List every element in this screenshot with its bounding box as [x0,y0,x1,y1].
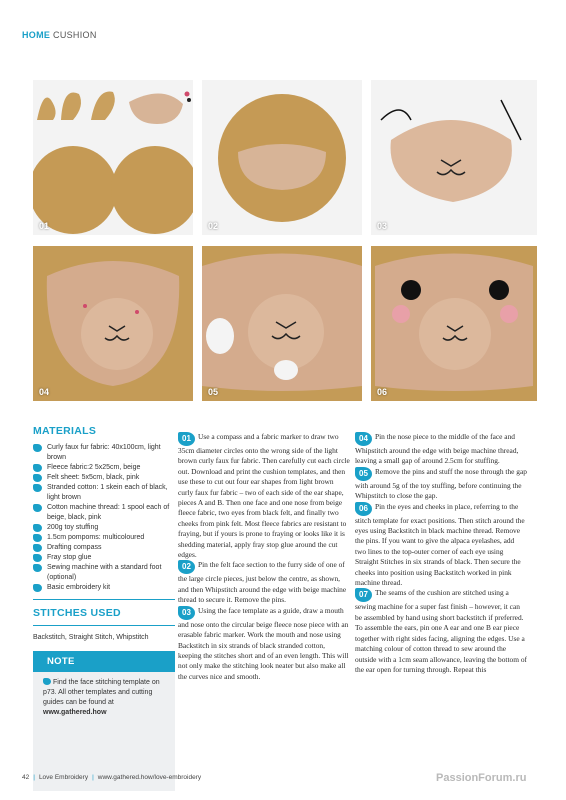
page-number: 42 [22,774,30,781]
step-paragraph [355,588,527,675]
step-text: Use a compass and a fabric marker to draw two 35cm diameter circles onto the wrong side of the light brown curly faux fur fabric. Then carefully cut each circle out. Download and print the cushion templates, and then use these to cut out four ear shapes from light brown curly faux fur fabric – two of each side of the ear shape, pieces A and B. Then one face and one nose from beige fleece fabric, two eyes from black felt, and finally two cheeks from pink felt. Most fleece fabrics are resistant to fraying, but if yours is prone to fraying or looks like it is shedding material, apply fray stop glue around the cut edges. [178,432,350,560]
page-footer: 42 | Love Embroidery | www.gathered.how/love-embroidery [22,774,202,781]
magazine-name: Love Embroidery [38,774,89,781]
divider [33,599,175,600]
photo-04 [33,246,193,401]
step-number: 02 [178,560,195,574]
section-label: HOME [22,30,51,40]
page-header [22,30,97,40]
bullet-icon [33,554,42,562]
step-number: 07 [355,588,372,602]
photo-06-image [371,246,537,401]
photo-05-image [202,246,362,401]
bullet-icon [33,504,42,512]
photo-02-number: 02 [208,221,219,231]
photo-02 [202,80,362,235]
materials-title: MATERIALS [33,425,97,437]
step-number: 04 [355,432,372,446]
bullet-icon [43,678,51,685]
bullet-icon [33,534,42,542]
note-body [33,672,175,718]
material-text: Stranded cotton: 1 skein each of black, light brown [47,484,168,501]
note-text: Find the face stitching template on p73. All other templates and cutting guides can be found at [43,679,160,706]
photo-01-number: 01 [39,221,50,231]
step-text: Using the face template as a guide, draw a mouth and nose onto the circular beige fleece nose piece with an erasable fabric marker. Work the mouth and nose using Backstitch in six strands of black stranded cotton, keeping the stitches short and of an even length. This will not only make the stitching look neater but also make all the curves nice and smooth. [178,605,349,681]
footer-url[interactable]: www.gathered.how/love-embroidery [97,774,202,781]
photo-02-image [202,80,362,235]
bullet-icon [33,524,42,532]
photo-05-number: 05 [208,387,219,397]
material-item [33,463,175,473]
note-box [33,651,175,791]
photo-03 [371,80,537,235]
material-item [33,523,175,533]
material-item [33,533,175,543]
material-text: Basic embroidery kit [47,584,111,591]
bullet-icon [33,564,42,572]
material-text: Fray stop glue [47,554,92,561]
material-item [33,553,175,563]
bullet-icon [33,474,42,482]
step-number: 01 [178,432,195,446]
photo-01 [33,80,193,235]
bullet-icon [33,584,42,592]
step-paragraph [355,467,527,502]
bullet-icon [33,444,42,452]
material-item [33,483,175,503]
step-paragraph [178,606,350,682]
material-text: Sewing machine with a standard foot (optional) [47,564,162,581]
step-text: Remove the pins and stuff the nose through the gap with around 5g of the toy stuffing, before continuing the Whipstitch to close the gap. [355,466,527,501]
materials-list [33,443,175,593]
material-text: Fleece fabric:2 5x25cm, beige [47,464,141,471]
step-number: 05 [355,467,372,481]
bullet-icon [33,484,42,492]
step-number: 03 [178,606,195,620]
steps-column-1 [178,432,350,682]
photo-06-number: 06 [377,387,388,397]
photo-03-image [371,80,537,235]
steps-column-2 [355,432,527,675]
material-text: Drafting compass [47,544,102,551]
step-paragraph [178,560,350,605]
photo-04-image [33,246,193,401]
material-text: 200g toy stuffing [47,524,99,531]
material-text: Felt sheet: 5x5cm, black, pink [47,474,140,481]
divider [33,625,175,626]
step-text: Pin the nose piece to the middle of the face and Whipstitch around the edge with beige machine thread, leaving a small gap of around 2.5cm for stuffing. [355,432,519,466]
material-item [33,443,175,463]
step-text: Pin the felt face section to the furry side of one of the large circle pieces, just below the centre, as shown, and then Whipstitch around the edge with beige machine thread to secure it. Remove the pins. [178,560,347,605]
photo-03-number: 03 [377,221,388,231]
material-item [33,473,175,483]
step-paragraph [355,502,527,589]
material-item [33,583,175,593]
note-title: NOTE [33,651,175,672]
subsection-label: CUSHION [53,30,97,40]
step-paragraph [178,432,350,560]
materials-sidebar [33,425,175,791]
bullet-icon [33,544,42,552]
photo-04-number: 04 [39,387,50,397]
material-text: Cotton machine thread: 1 spool each of beige, black, pink [47,504,170,521]
photo-05 [202,246,362,401]
material-item [33,543,175,553]
material-item [33,563,175,583]
stitches-text: Backstitch, Straight Stitch, Whipstitch [33,634,149,641]
stitches-title: STITCHES USED [33,607,121,619]
bullet-icon [33,464,42,472]
photo-06 [371,246,537,401]
step-text: The seams of the cushion are stitched using a sewing machine for a super fast finish – however, it can be assembled by hand using short backstitch if preferred. To assemble the ears, pin one A ear and one B ear piece together with right sides facing, aligning the edges. Use a matching colour of cotton thread to sew around the outside with a 1cm seam allowance, leaving the bottom of the ear open for turning through. Repeat this [355,588,527,674]
material-item [33,503,175,523]
material-text: Curly faux fur fabric: 40x100cm, light brown [47,444,161,461]
note-link[interactable]: www.gathered.how [43,709,107,716]
watermark: PassionForum.ru [436,772,527,784]
material-text: 1.5cm pompoms: multicoloured [47,534,145,541]
photo-01-image [33,80,193,235]
step-text: Pin the eyes and cheeks in place, referring to the stitch template for exact positions. Then stitch around the eyes using Backstitch in black machine thread. Remove the pins. If you want to give the alpaca eyelashes, add two lines to the top-outer corner of each eye using Straight Stitches in six strands of black. Then secure the cheeks into position using Backstitch worked in pink machine thread. [355,501,525,588]
step-number: 06 [355,502,372,516]
step-paragraph [355,432,527,467]
